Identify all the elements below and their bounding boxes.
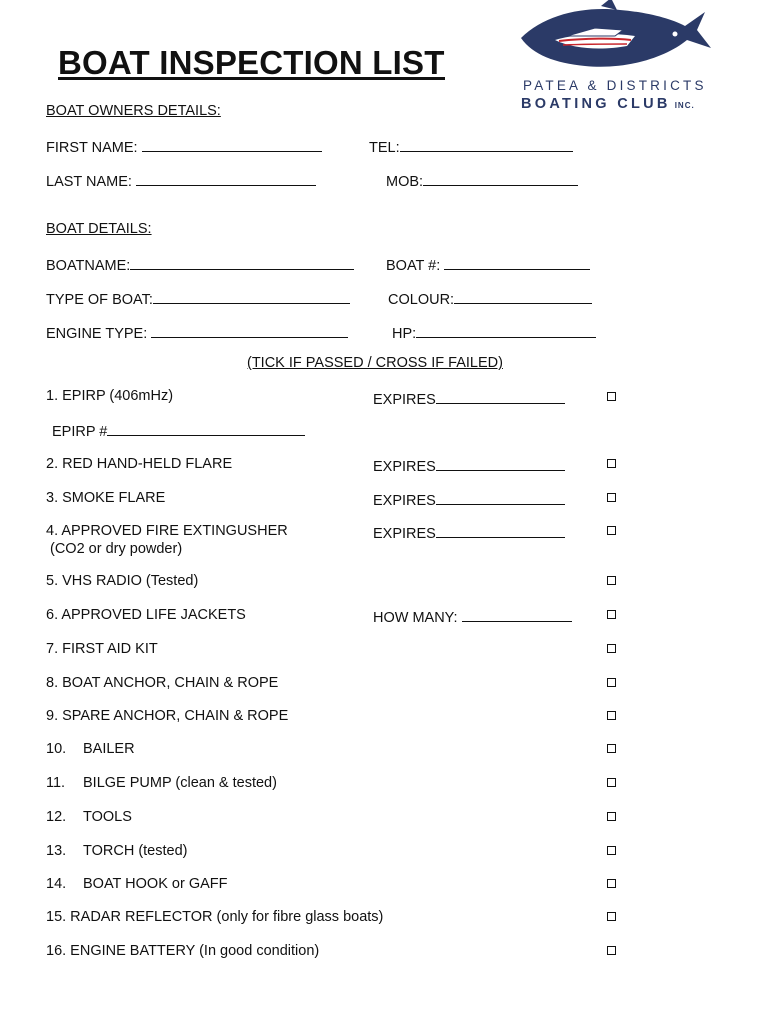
last-name-field[interactable]: LAST NAME: (46, 171, 316, 190)
checkbox-bilge-pump[interactable] (607, 778, 616, 787)
life-jackets-how-many-field[interactable]: HOW MANY: (373, 607, 572, 626)
item-fire-extinguisher: 4. APPROVED FIRE EXTINGUSHER (46, 523, 288, 539)
epirp-number-field[interactable]: EPIRP # (52, 421, 305, 440)
tick-instruction: (TICK IF PASSED / CROSS IF FAILED) (247, 355, 503, 371)
item-boat-hook: BOAT HOOK or GAFF (83, 876, 228, 892)
checkbox-radar-reflector[interactable] (607, 912, 616, 921)
hp-field[interactable]: HP: (392, 323, 596, 342)
page-title: BOAT INSPECTION LIST (58, 44, 445, 81)
engine-type-field[interactable]: ENGINE TYPE: (46, 323, 348, 342)
extinguisher-expires-field[interactable]: EXPIRES (373, 523, 565, 542)
checkbox-fire-extinguisher[interactable] (607, 526, 616, 535)
item-life-jackets: 6. APPROVED LIFE JACKETS (46, 607, 246, 623)
checkbox-engine-battery[interactable] (607, 946, 616, 955)
club-logo (515, 0, 715, 120)
item-fire-extinguisher-sub: (CO2 or dry powder) (50, 541, 183, 557)
checkbox-vhs-radio[interactable] (607, 576, 616, 585)
smoke-flare-expires-field[interactable]: EXPIRES (373, 490, 565, 509)
item-tools-number: 12. (46, 809, 67, 825)
item-engine-battery: 16. ENGINE BATTERY (In good condition) (46, 943, 320, 959)
boatname-field[interactable]: BOATNAME: (46, 255, 354, 274)
item-spare-anchor: 9. SPARE ANCHOR, CHAIN & ROPE (46, 708, 289, 724)
item-bailer: BAILER (83, 741, 135, 757)
item-smoke-flare: 3. SMOKE FLARE (46, 490, 166, 506)
item-boat-anchor: 8. BOAT ANCHOR, CHAIN & ROPE (46, 675, 279, 691)
checkbox-red-flare[interactable] (607, 459, 616, 468)
item-torch-number: 13. (46, 843, 67, 859)
epirp-expires-field[interactable]: EXPIRES (373, 389, 565, 408)
checkbox-tools[interactable] (607, 812, 616, 821)
item-tools: TOOLS (83, 809, 132, 825)
tel-field[interactable]: TEL: (369, 137, 573, 156)
club-name-line1: PATEA & DISTRICTS (523, 78, 707, 93)
boat-details-heading: BOAT DETAILS: (46, 221, 152, 237)
item-bilge-pump-number: 11. (46, 775, 66, 791)
checkbox-smoke-flare[interactable] (607, 493, 616, 502)
item-red-flare: 2. RED HAND-HELD FLARE (46, 456, 233, 472)
first-name-field[interactable]: FIRST NAME: (46, 137, 322, 156)
item-vhs-radio: 5. VHS RADIO (Tested) (46, 573, 199, 589)
item-radar-reflector: 15. RADAR REFLECTOR (only for fibre glass boats) (46, 909, 384, 925)
checkbox-first-aid-kit[interactable] (607, 644, 616, 653)
checkbox-torch[interactable] (607, 846, 616, 855)
checkbox-life-jackets[interactable] (607, 610, 616, 619)
mob-field[interactable]: MOB: (386, 171, 578, 190)
colour-field[interactable]: COLOUR: (388, 289, 592, 308)
club-name-line2: BOATING CLUB INC. (521, 96, 695, 112)
item-torch: TORCH (tested) (83, 843, 188, 859)
type-of-boat-field[interactable]: TYPE OF BOAT: (46, 289, 350, 308)
checkbox-epirp[interactable] (607, 392, 616, 401)
red-flare-expires-field[interactable]: EXPIRES (373, 456, 565, 475)
item-bilge-pump: BILGE PUMP (clean & tested) (83, 775, 277, 791)
owner-details-heading: BOAT OWNERS DETAILS: (46, 103, 221, 119)
checkbox-boat-anchor[interactable] (607, 678, 616, 687)
item-bailer-number: 10. (46, 741, 67, 757)
item-first-aid-kit: 7. FIRST AID KIT (46, 641, 158, 657)
item-boat-hook-number: 14. (46, 876, 67, 892)
boat-number-field[interactable]: BOAT #: (386, 255, 590, 274)
item-epirp: 1. EPIRP (406mHz) (46, 388, 174, 404)
checkbox-bailer[interactable] (607, 744, 616, 753)
checkbox-boat-hook[interactable] (607, 879, 616, 888)
checkbox-spare-anchor[interactable] (607, 711, 616, 720)
fish-boat-logo-icon (515, 0, 715, 80)
